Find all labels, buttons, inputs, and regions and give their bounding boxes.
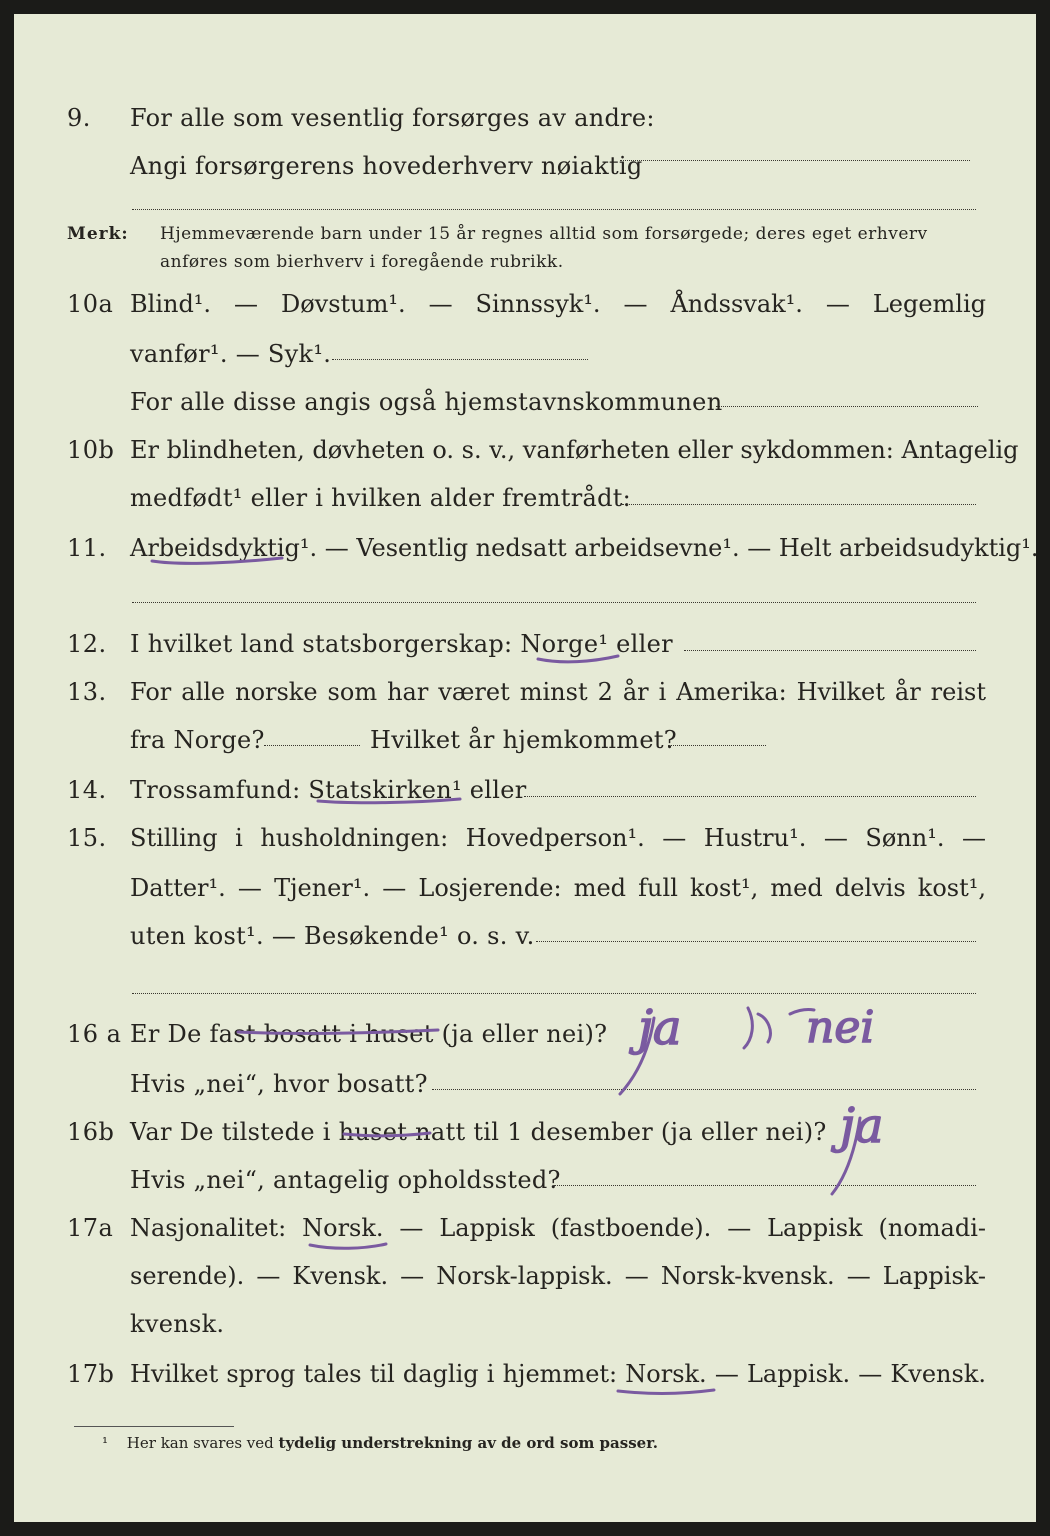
question-text: Angi forsørgerens hovederhverv nøiaktig [130,152,643,180]
question-10b-line-2 [14,480,1036,520]
question-number: 16 a [67,1020,122,1048]
answer-line [132,993,976,994]
footnote-text: Her kan svares ved [126,1434,279,1452]
answer-line [132,602,976,603]
question-17a [14,1210,1036,1250]
answer-line [524,796,976,797]
question-9 [14,100,1036,140]
question-text: Hvilket år hjemkommet? [370,726,677,754]
question-number: 17b [67,1360,115,1388]
answer-line [684,650,976,651]
question-text: Nasjonalitet: Norsk. — Lappisk (fastboende). — Lappisk (nomadi- [130,1214,986,1242]
question-13 [14,674,1036,714]
question-text: Blind¹. — Døvstum¹. — Sinnssyk¹. — Åndssvak¹. — Legemlig [130,290,986,318]
question-10a [14,286,1036,326]
answer-line [668,745,766,746]
footnote-rule [74,1426,234,1427]
question-number: 11. [67,534,107,562]
question-15-line-2 [14,870,1036,910]
question-number: 9. [67,104,91,132]
question-10a-line-3 [14,384,1036,424]
question-15-line-3 [14,918,1036,958]
question-number: 10b [67,436,115,464]
question-text: medfødt¹ eller i hvilken alder fremtrådt: [130,484,632,512]
question-17a-line-2 [14,1258,1036,1298]
question-15 [14,820,1036,860]
answer-line [132,209,976,210]
question-17b [14,1356,1036,1396]
note-text: anføres som bierhverv i foregående rubrikk. [160,252,564,272]
question-text: serende). — Kvensk. — Norsk-lappisk. — Norsk-kvensk. — Lappisk- [130,1262,986,1290]
question-text: Var De tilstede i huset natt til 1 desember (ja eller nei)? [130,1118,827,1146]
question-text: Trossamfund: Statskirken¹ eller [130,776,527,804]
answer-line [536,941,976,942]
question-text: Hvilket sprog tales til daglig i hjemmet: Norsk. — Lappisk. — Kvensk. [130,1360,986,1388]
question-text: Hvis „nei“, hvor bosatt? [130,1070,428,1098]
question-text: uten kost¹. — Besøkende¹ o. s. v. [130,922,535,950]
note-label: Merk: [67,224,129,244]
footnote-text-bold: tydelig understrekning av de ord som passer. [278,1434,658,1452]
question-number: 10a [67,290,114,318]
question-17a-line-3 [14,1306,1036,1346]
handwritten-ja-16a: ja [638,1000,682,1056]
handwritten-nei-16a: nei [806,1002,875,1053]
handwritten-ja-16b: ja [840,1098,884,1154]
question-16a-line-2 [14,1066,1036,1106]
question-14 [14,772,1036,812]
question-text: For alle norske som har været minst 2 år i Amerika: Hvilket år reist [130,678,986,706]
question-13-line-2 [14,722,1036,762]
question-text: fra Norge? [130,726,265,754]
answer-line [332,359,588,360]
question-text: Datter¹. — Tjener¹. — Losjerende: med full kost¹, med delvis kost¹, [130,874,986,902]
question-text: I hvilket land statsborgerskap: Norge¹ eller [130,630,673,658]
question-16b-line-2 [14,1162,1036,1202]
answer-line [264,745,360,746]
question-number: 13. [67,678,107,706]
question-10a-line-2 [14,336,1036,376]
answer-line [716,406,978,407]
answer-line [554,1185,976,1186]
question-number: 16b [67,1118,115,1146]
answer-line [432,1089,976,1090]
answer-line [622,504,976,505]
question-11 [14,530,1039,570]
cross-stroke-16a [790,1009,814,1014]
question-9-line-2 [14,148,1036,188]
question-number: 12. [67,630,107,658]
answer-line [620,160,970,161]
question-text: Er blindheten, døvheten o. s. v., vanførheten eller sykdommen: Antagelig [130,436,1019,464]
question-12 [14,626,1036,666]
question-text: Arbeidsdyktig¹. — Vesentlig nedsatt arbeidsevne¹. — Helt arbeidsudyktig¹. [130,534,1039,562]
question-10b [14,432,1036,472]
question-text: kvensk. [130,1310,225,1338]
question-number: 14. [67,776,107,804]
question-number: 17a [67,1214,114,1242]
question-number: 15. [67,824,107,852]
question-text: For alle som vesentlig forsørges av andre: [130,104,655,132]
census-form-page [14,14,1039,1522]
question-text: Stilling i husholdningen: Hovedperson¹. — Hustru¹. — Sønn¹. — [130,824,986,852]
question-text: Hvis „nei“, antagelig opholdssted? [130,1166,561,1194]
footnote [102,1434,658,1452]
question-16a [14,1016,1036,1056]
question-16b [14,1114,1036,1154]
question-text: For alle disse angis også hjemstavnskommunen [130,388,723,416]
question-text: Er De fast bosatt i huset (ja eller nei)? [130,1020,608,1048]
question-text: vanfør¹. — Syk¹. [130,340,332,368]
note-text: Hjemmeværende barn under 15 år regnes alltid som forsørgede; deres eget erhverv [160,224,928,244]
footnote-mark: ¹ [102,1434,109,1452]
